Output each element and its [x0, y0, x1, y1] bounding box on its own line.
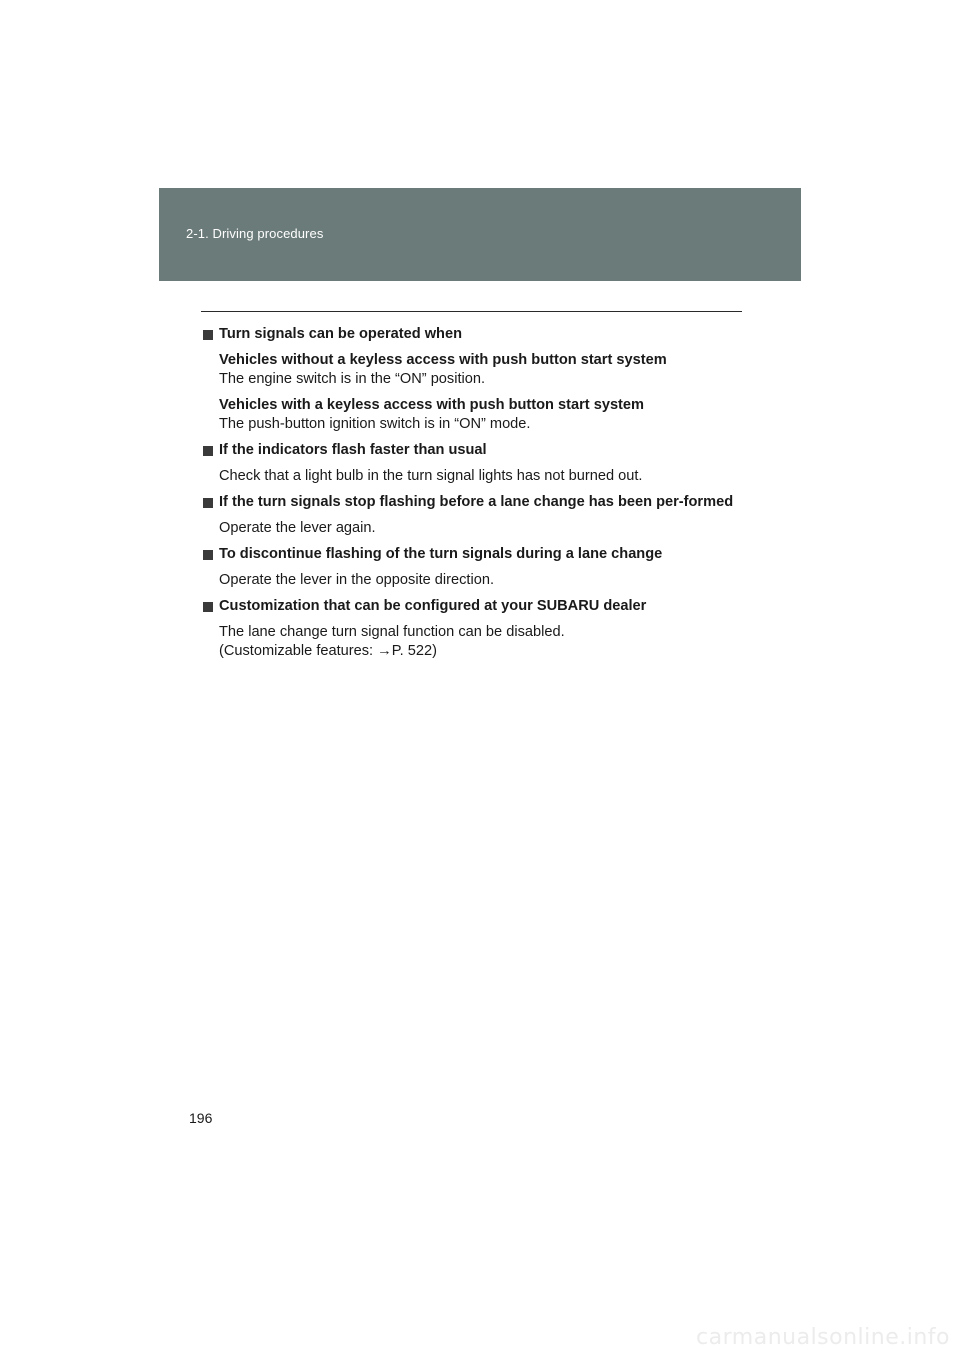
square-bullet-icon: [203, 602, 213, 612]
note-subheading: Vehicles without a keyless access with push button start system: [219, 352, 667, 368]
note-item: [201, 493, 742, 538]
note-text: Operate the lever again.: [219, 520, 376, 536]
note-body: [201, 351, 742, 434]
note-heading: If the indicators flash faster than usual: [201, 441, 742, 460]
note-text: The engine switch is in the “ON” position.: [219, 371, 486, 387]
square-bullet-icon: [203, 498, 213, 508]
note-heading: Turn signals can be operated when: [201, 325, 742, 344]
note-body: [201, 571, 742, 590]
note-text: Check that a light bulb in the turn signal lights has not burned out.: [219, 468, 643, 484]
square-bullet-icon: [203, 330, 213, 340]
divider-rule: [201, 311, 742, 312]
note-item: [201, 545, 742, 590]
note-item: [201, 597, 742, 661]
note-heading: If the turn signals stop flashing before a lane change has been per-formed: [201, 493, 742, 512]
notes-content: [201, 325, 742, 661]
note-heading: Customization that can be configured at your SUBARU dealer: [201, 597, 742, 616]
note-body: [201, 519, 742, 538]
note-text: The push-button ignition switch is in “ON” mode.: [219, 416, 531, 432]
square-bullet-icon: [203, 550, 213, 560]
note-heading: To discontinue flashing of the turn signals during a lane change: [201, 545, 742, 564]
note-subheading: Vehicles with a keyless access with push button start system: [219, 397, 645, 413]
section-header-band: [159, 188, 801, 281]
site-watermark: carmanualsonline.info: [696, 1325, 950, 1350]
note-text: Operate the lever in the opposite direction.: [219, 572, 495, 588]
note-body: [201, 467, 742, 486]
note-item: [201, 441, 742, 486]
note-body: [201, 623, 742, 661]
section-title: 2-1. Driving procedures: [186, 226, 324, 241]
square-bullet-icon: [203, 446, 213, 456]
page-number: 196: [189, 1110, 213, 1126]
page-reference: (Customizable features: →P. 522): [219, 643, 437, 659]
note-item: [201, 325, 742, 434]
note-text: The lane change turn signal function can be disabled.: [219, 624, 565, 640]
